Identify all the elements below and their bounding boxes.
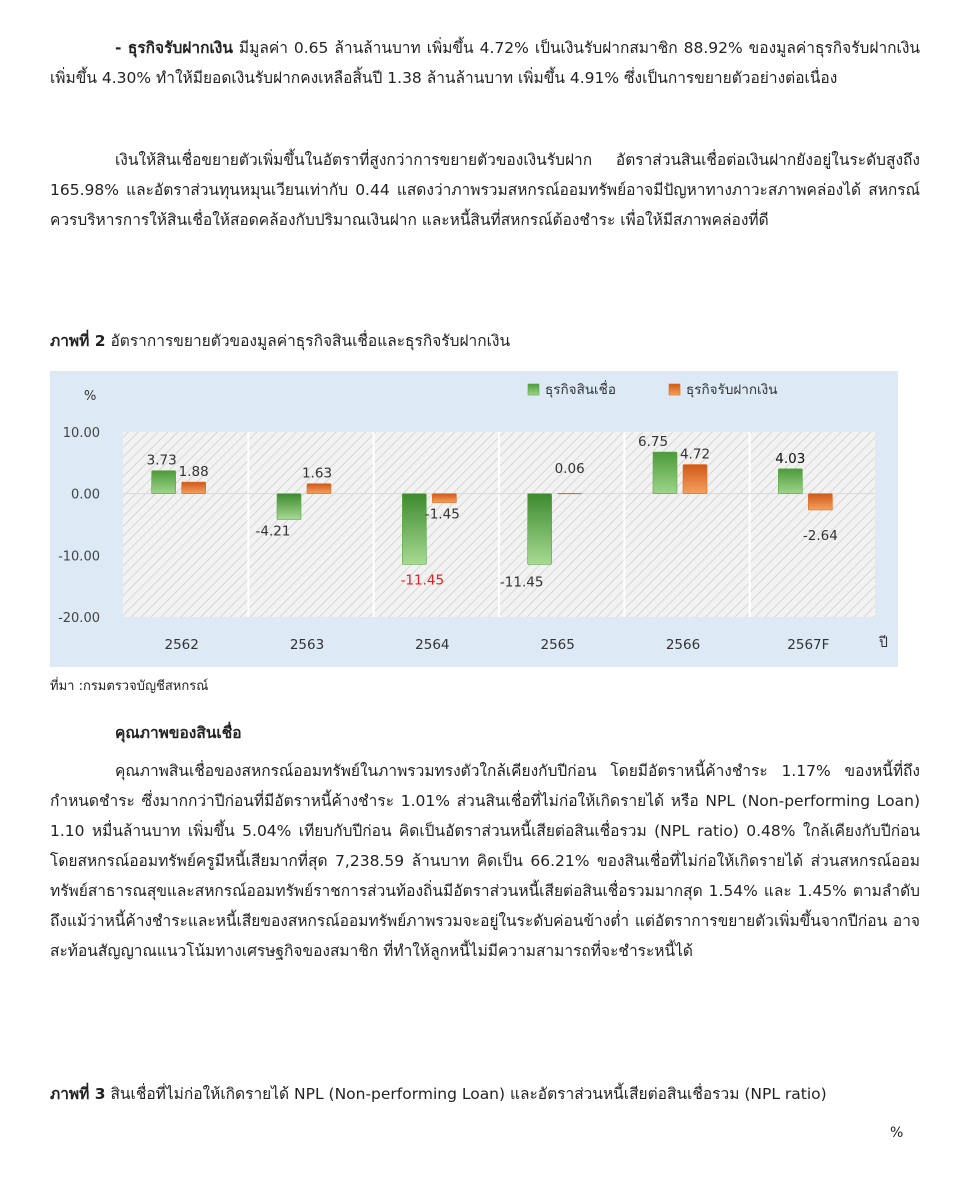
data-label: 1.88 — [178, 464, 209, 481]
data-label: 3.73 — [146, 452, 177, 469]
bar-credit-2564 — [402, 494, 426, 565]
y-tick-label: 10.00 — [62, 426, 100, 441]
figure3-label: ภาพที่ 3 — [50, 1085, 106, 1103]
data-label: -11.45 — [400, 572, 445, 589]
figure3-title: สินเชื่อที่ไม่ก่อให้เกิดรายได้ NPL (Non-performing Loan) และอัตราส่วนหนี้เสียต่อสินเชื่อรวม (NPL ratio) — [105, 1085, 827, 1103]
bar-credit-2562 — [152, 471, 176, 494]
deposit-business-lead: - ธุรกิจรับฝากเงิน — [115, 39, 233, 57]
figure2-label: ภาพที่ 2 — [50, 332, 106, 350]
data-label: -4.21 — [255, 523, 291, 540]
x-axis-label: ปี — [879, 635, 888, 651]
data-label: 4.72 — [679, 446, 711, 463]
bar-credit-2563 — [277, 494, 301, 520]
y-tick-label: -20.00 — [58, 611, 100, 626]
bar-credit-2567F — [778, 469, 802, 494]
x-tick-label: 2563 — [289, 637, 325, 653]
bar-credit-2565 — [528, 494, 552, 565]
y-tick-label: -10.00 — [58, 549, 100, 565]
figure3-unit: % — [890, 1125, 904, 1141]
paragraph-deposit-business — [50, 33, 920, 93]
data-label: 0.06 — [554, 461, 585, 477]
y-axis-unit: % — [84, 389, 97, 404]
legend-label: ธุรกิจรับฝากเงิน — [686, 382, 778, 398]
x-tick-label: 2567F — [787, 637, 830, 653]
data-label: 6.75 — [637, 434, 669, 451]
x-tick-label: 2564 — [415, 637, 450, 653]
figure2-title: อัตราการขยายตัวของมูลค่าธุรกิจสินเชื่อและธุรกิจรับฝากเงิน — [105, 332, 511, 350]
bar-deposit-2564 — [432, 494, 456, 503]
growth-chart-svg — [50, 371, 898, 667]
legend-swatch — [528, 384, 539, 395]
legend-label: ธุรกิจสินเชื่อ — [545, 382, 616, 398]
bar-deposit-2565 — [558, 493, 582, 494]
chart-source: ที่มา :กรมตรวจบัญชีสหกรณ์ — [50, 679, 209, 694]
bar-deposit-2567F — [808, 494, 832, 510]
legend-swatch — [669, 384, 680, 395]
x-tick-label: 2566 — [665, 637, 701, 653]
x-tick-label: 2562 — [164, 637, 199, 653]
figure2-caption — [50, 330, 510, 352]
section-heading-loan-quality: คุณภาพของสินเชื่อ — [115, 724, 242, 742]
data-label: 1.63 — [301, 465, 333, 482]
paragraph-credit-expansion: เงินให้สินเชื่อขยายตัวเพิ่มขึ้นในอัตราที่สูงกว่าการขยายตัวของเงินรับฝาก อัตราส่วนสินเชื่อต่อเงินฝากยังอยู่ในระดับสูงถึง 165.98% และอัตราส่วนทุนหมุนเวียนเท่ากับ 0.44 แสดงว่าภาพรวมสหกรณ์ออมทรัพย์อาจมีปัญหาทางภาวะสภาพคล่องได้ สหกรณ์ควรบริหารการให้สินเชื่อให้สอดคล้องกับปริมาณเงินฝาก และหนี้สินที่สหกรณ์ต้องชำระ เพื่อให้มีสภาพคล่องที่ดี — [50, 151, 920, 229]
data-label: -2.64 — [802, 527, 838, 544]
y-tick-label: 0.00 — [71, 487, 100, 503]
growth-chart — [50, 371, 898, 667]
bar-credit-2566 — [653, 452, 677, 494]
data-label: -11.45 — [499, 574, 544, 591]
data-label: -1.45 — [424, 506, 460, 523]
bar-deposit-2566 — [683, 465, 707, 494]
deposit-business-text: มีมูลค่า 0.65 ล้านล้านบาท เพิ่มขึ้น 4.72% เป็นเงินรับฝากสมาชิก 88.92% ของมูลค่าธุรกิจรับฝากเงิน เพิ่มขึ้น 4.30% ทำให้มียอดเงินรับฝากคงเหลือสิ้นปี 1.38 ล้านล้านบาท เพิ่มขึ้น 4.91% ซึ่งเป็นการขยายตัวอย่างต่อเนื่อง — [50, 39, 920, 87]
x-tick-label: 2565 — [540, 637, 575, 653]
figure3-caption — [50, 1083, 827, 1105]
paragraph-loan-quality: คุณภาพสินเชื่อของสหกรณ์ออมทรัพย์ในภาพรวมทรงตัวใกล้เคียงกับปีก่อน โดยมีอัตราหนี้ค้างชำระ 1.17% ของหนี้ที่ถึงกำหนดชำระ ซึ่งมากกว่าปีก่อนที่มีอัตราหนี้ค้างชำระ 1.01% ส่วนสินเชื่อที่ไม่ก่อให้เกิดรายได้ หรือ NPL (Non-performing Loan) 1.10 หมื่นล้านบาท เพิ่มขึ้น 5.04% เทียบกับปีก่อน คิดเป็นอัตราส่วนหนี้เสียต่อสินเชื่อรวม (NPL ratio) 0.48% ใกล้เคียงกับปีก่อน โดยสหกรณ์ออมทรัพย์ครูมีหนี้เสียมากที่สุด 7,238.59 ล้านบาท คิดเป็น 66.21% ของสินเชื่อที่ไม่ก่อให้เกิดรายได้ ส่วนสหกรณ์ออมทรัพย์สาธารณสุขและสหกรณ์ออมทรัพย์ราชการส่วนท้องถิ่นมีอัตราส่วนหนี้เสียต่อสินเชื่อรวมมากสุด 1.54% และ 1.45% ตามลำดับ ถึงแม้ว่าหนี้ค้างชำระและหนี้เสียของสหกรณ์ออมทรัพย์ภาพรวมจะอยู่ในระดับค่อนข้างต่ำ แต่อัตราการขยายตัวเพิ่มขึ้นจากปีก่อน อาจสะท้อนสัญญาณแนวโน้มทางเศรษฐกิจของสมาชิก ที่ทำให้ลูกหนี้ไม่มีความสามารถที่จะชำระหนี้ได้ — [50, 762, 920, 960]
bar-deposit-2563 — [307, 484, 331, 494]
data-label: 4.03 — [775, 450, 806, 467]
bar-deposit-2562 — [182, 482, 206, 494]
